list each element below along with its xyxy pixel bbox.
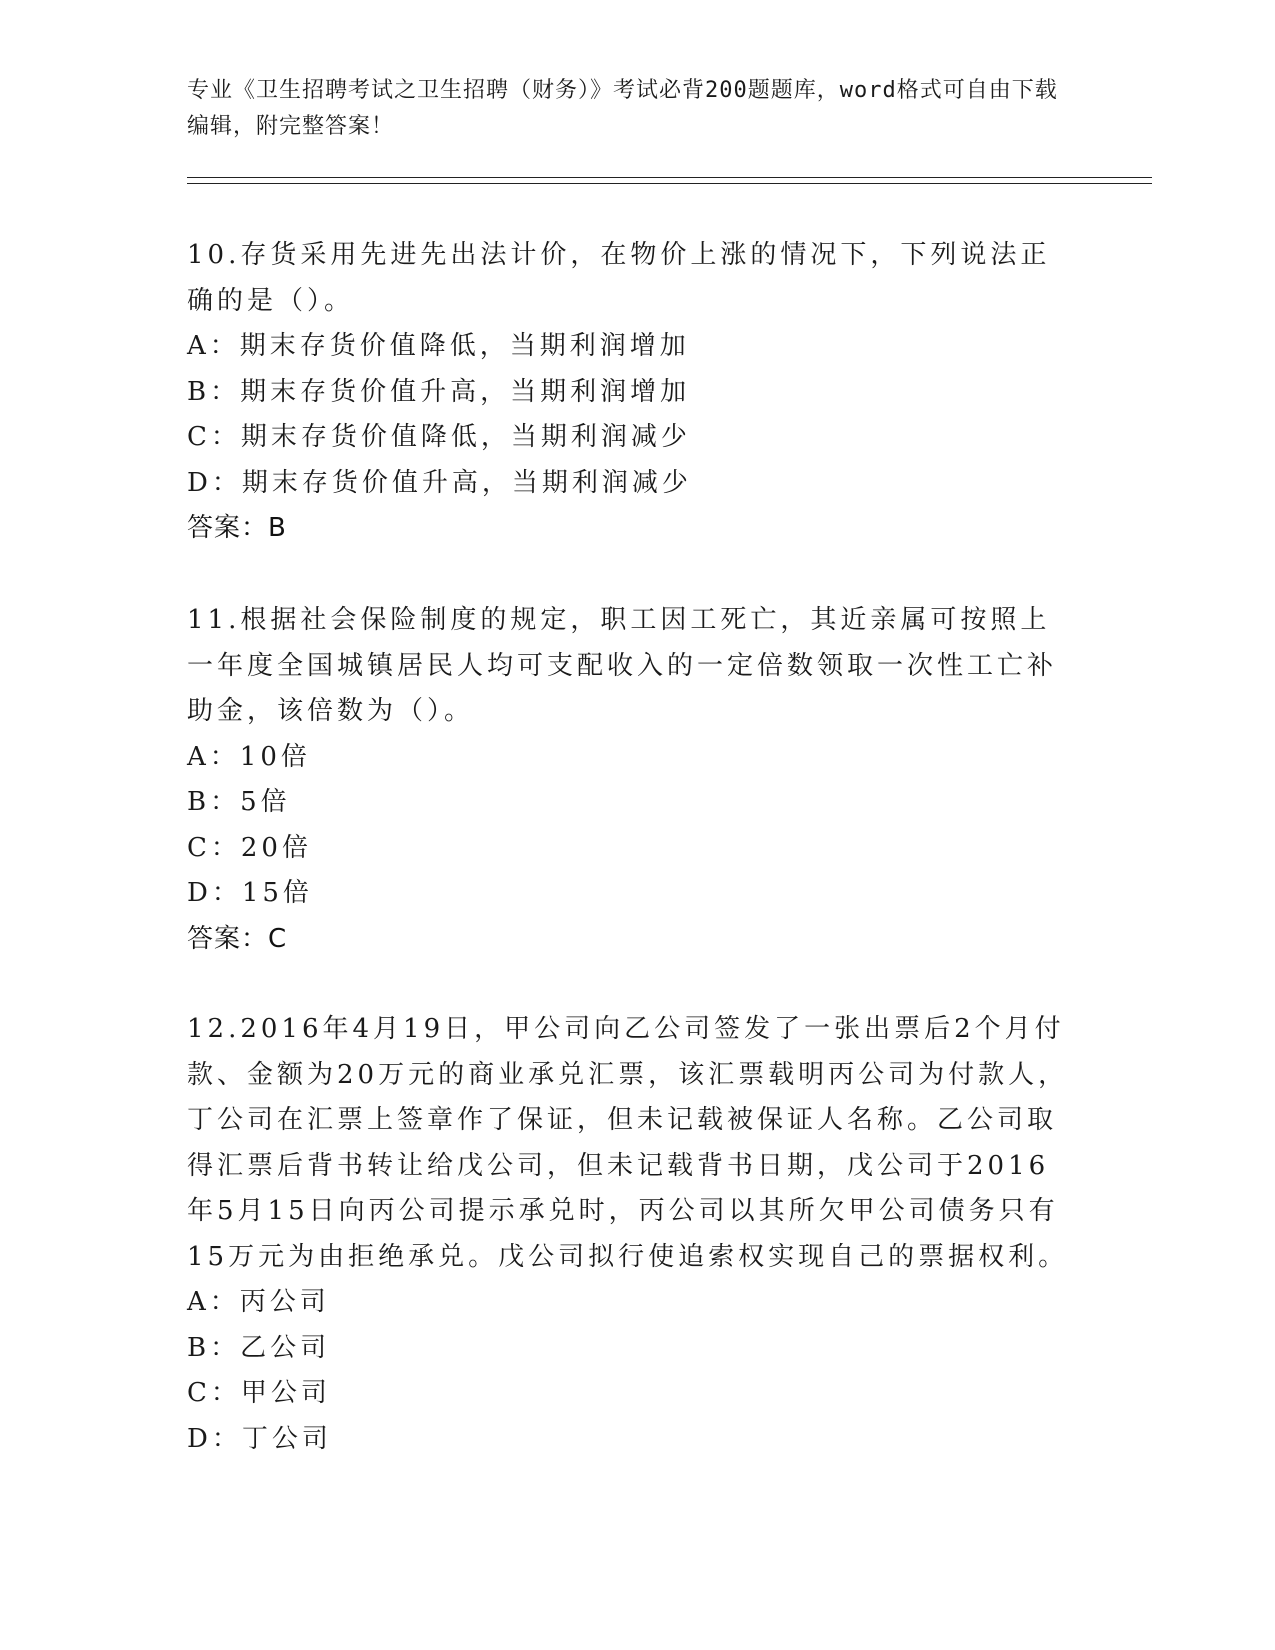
question-10 <box>187 233 1077 552</box>
option-a: A：期末存货价值降低，当期利润增加 <box>187 331 690 361</box>
header-divider-bottom <box>187 183 1152 184</box>
option-d: D：期末存货价值升高，当期利润减少 <box>187 467 692 498</box>
option-c: C：甲公司 <box>187 1378 331 1408</box>
option-a: A：10倍 <box>187 741 311 772</box>
option-d: D：丁公司 <box>187 1423 332 1454</box>
option-a: A：丙公司 <box>187 1287 330 1317</box>
option-b: B：乙公司 <box>187 1332 331 1363</box>
document-header: 专业《卫生招聘考试之卫生招聘（财务）》考试必背200题题库，word格式可自由下载编辑，附完整答案！ <box>187 78 1058 139</box>
question-11 <box>187 598 1077 962</box>
option-d: D：15倍 <box>187 878 313 908</box>
option-c: C：20倍 <box>187 832 312 863</box>
answer-label: 答案：C <box>187 923 288 954</box>
question-stem: 12.2016年4月19日，甲公司向乙公司签发了一张出票后2个月付款、金额为20万元的商业承兑汇票，该汇票载明丙公司为付款人，丁公司在汇票上签章作了保证，但未记载被保证人名称。乙公司取得汇票后背书转让给戊公司，但未记载背书日期，戊公司于2016年5月15日向丙公司提示承兑时，丙公司以其所欠甲公司债务只有15万元为由拒绝承兑。戊公司拟行使追索权实现自己的票据权利。 <box>187 1014 1069 1272</box>
option-c: C：期末存货价值降低，当期利润减少 <box>187 422 691 452</box>
header-divider-top <box>187 177 1152 178</box>
question-12 <box>187 1007 1077 1462</box>
option-b: B：期末存货价值升高，当期利润增加 <box>187 376 691 407</box>
option-b: B：5倍 <box>187 787 291 817</box>
answer-label: 答案：B <box>187 513 287 543</box>
question-stem: 10.存货采用先进先出法计价，在物价上涨的情况下，下列说法正确的是（）。 <box>187 240 1051 316</box>
question-stem: 11.根据社会保险制度的规定，职工因工死亡，其近亲属可按照上一年度全国城镇居民人均可支配收入的一定倍数领取一次性工亡补助金，该倍数为（）。 <box>187 605 1058 726</box>
